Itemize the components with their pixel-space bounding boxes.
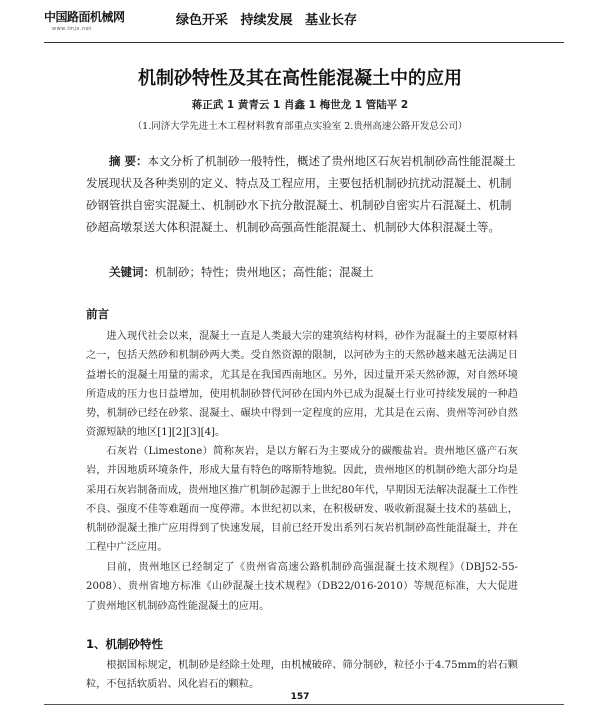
paper-affiliation: （1.同济大学先进土木工程材料教育部重点实验室 2.贵州高速公路开发总公司） [132, 121, 468, 132]
body-paragraph: 目前，贵州地区已经制定了《贵州省高速公路机制砂高强混凝土技术规程》（DBJ52-55-2008）、贵州省地方标准《山砂混凝土技术规程》（DB22/016-2010）等规范标准，大大促进了贵州地区机制砂高性能混凝土的应用。 [86, 562, 518, 612]
abstract [86, 150, 518, 238]
keywords-label: 关键词： [109, 265, 155, 279]
logo-url: www.lmjx.net [52, 26, 92, 32]
logo-name: 中国路面机械网 [44, 10, 125, 24]
body-paragraph: 根据国标规定，机制砂是经除土处理，由机械破碎、筛分制砂，粒径小于4.75mm的岩石颗粒，不包括软质岩、风化岩石的颗粒。 [86, 660, 518, 691]
abstract-text: 本文分析了机制砂一般特性，概述了贵州地区石灰岩机制砂高性能混凝土发展现状及各种类别的定义、特点及工程应用，主要包括机制砂抗扰动混凝土、机制砂钢管拱自密实混凝土、机制砂水下抗分散混凝土、机制砂自密实片石混凝土、机制砂超高墩泵送大体积混凝土、机制砂高强高性能混凝土、机制砂大体积混凝土等。 [86, 154, 516, 234]
section-heading-1: 1、机制砂特性 [86, 637, 164, 651]
section-heading-preface: 前言 [86, 307, 109, 321]
body-paragraph: 进入现代社会以来，混凝土一直是人类最大宗的建筑结构材料，砂作为混凝土的主要原材料之一，包括天然砂和机制砂两大类。受自然资源的限制，以河砂为主的天然砂越来越无法满足日益增长的混凝土用量的需求，尤其是在我国西南地区。另外，因过量开采天然砂源，对自然环境所造成的压力也日益增加，使用机制砂替代河砂在国内外已成为混凝土行业可持续发展的一种趋势，机制砂已经在砂浆、混凝土、碾块中得到一定程度的应用，尤其是在云南、贵州等河砂自然资源短缺的地区[1][2][3][4]。 [86, 331, 518, 439]
page-number: 157 [290, 692, 310, 702]
keywords-text: 机制砂；特性；贵州地区；高性能；混凝土 [155, 265, 374, 279]
keywords [86, 264, 518, 280]
paper-authors: 蒋正武 1 黄青云 1 肖鑫 1 梅世龙 1 管陆平 2 [191, 99, 409, 111]
site-logo[interactable] [44, 8, 125, 32]
body-paragraph: 石灰岩（Limestone）简称灰岩，是以方解石为主要成分的碳酸盐岩。贵州地区盛产石灰岩，并因地质环境条件，形成大量有特色的喀斯特地貌。因此，贵州地区的机制砂绝大部分均是采用石灰岩制备而成，贵州地区推广机制砂起源于上世纪80年代，早期因无法解决混凝土工作性不良、强度不佳等难题而一度停滞。本世纪初以来，在积极研发、吸收新混凝土技术的基础上，机制砂混凝土推广应用得到了快速发展，目前已经开发出系列石灰岩机制砂高性能混凝土，并在工程中广泛应用。 [86, 446, 518, 554]
abstract-label: 摘 要： [109, 154, 148, 168]
journal-header [44, 8, 564, 43]
header-slogan: 绿色开采 持续发展 基业长存 [176, 13, 358, 28]
footer-divider [44, 704, 564, 705]
paper-title: 机制砂特性及其在高性能混凝土中的应用 [138, 68, 462, 89]
